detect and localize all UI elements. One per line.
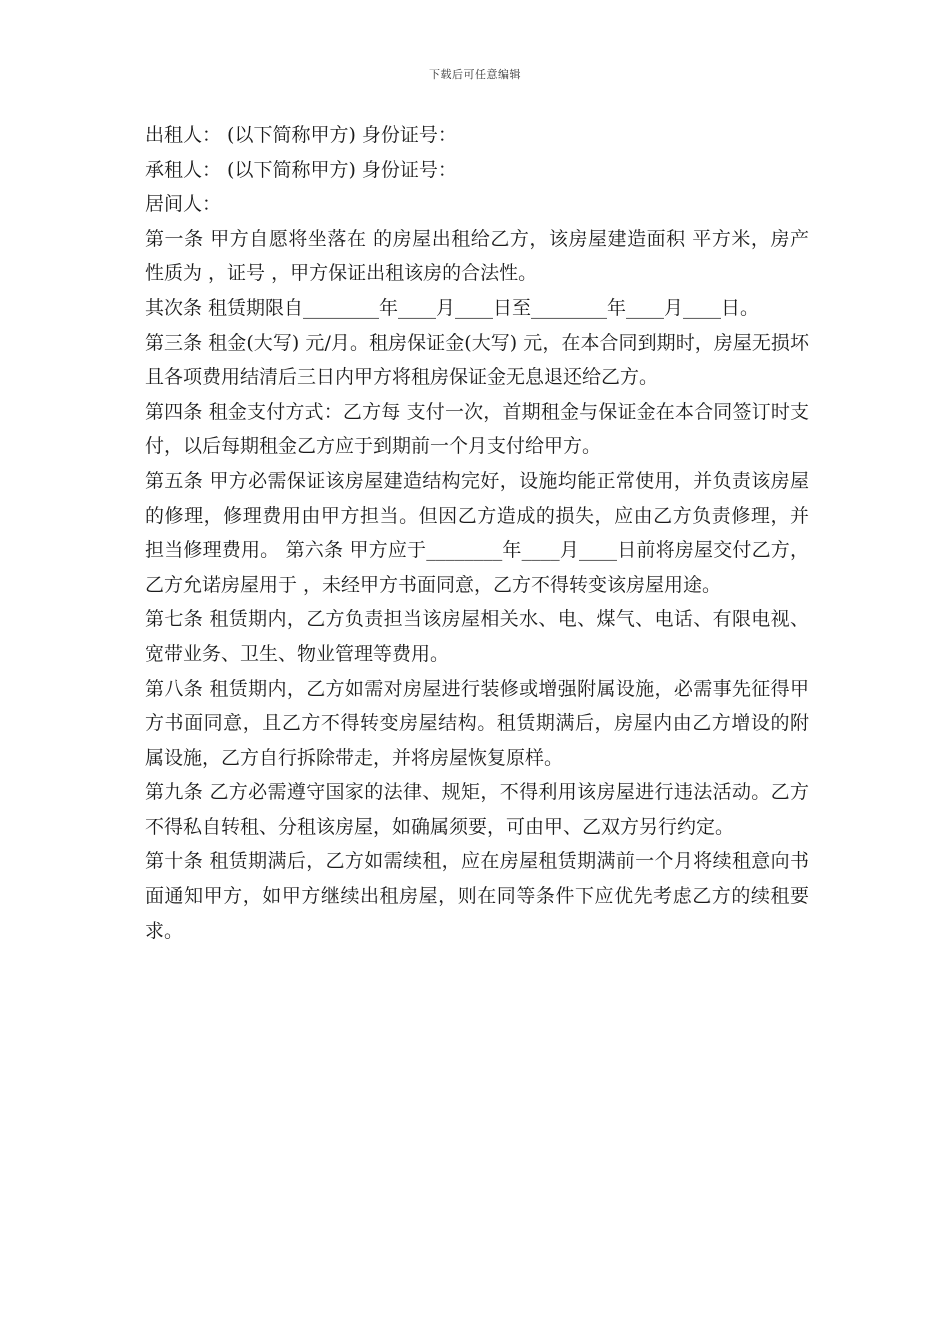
article-9: 第九条 乙方必需遵守国家的法律、规矩，不得利用该房屋进行违法活动。乙方不得私自转租、分租该房屋，如确属须要，可由甲、乙双方另行约定。	[145, 781, 809, 838]
lessee-line: 承租人： (以下简称甲方) 身份证号：	[145, 158, 457, 181]
intermediary-line: 居间人：	[145, 193, 222, 216]
article-5-6: 第五条 甲方必需保证该房屋建造结构完好，设施均能正常使用，并负责该房屋的修理，修理费用由甲方担当。但因乙方造成的损失，应由乙方负责修理，并担当修理费用。 第六条 甲方应于________年____月____日前将房屋交付乙方，乙方允诺房屋用于 ，未经甲方书面同意，乙方不得转变该房屋用途。	[145, 469, 809, 596]
article-2: 其次条 租赁期限自________年____月____日至________年____月____日。	[145, 296, 760, 319]
contract-body	[145, 118, 809, 948]
page-header-note: 下载后可任意编辑	[429, 68, 521, 81]
article-8: 第八条 租赁期内，乙方如需对房屋进行装修或增强附属设施，必需事先征得甲方书面同意，且乙方不得转变房屋结构。租赁期满后，房屋内由乙方增设的附属设施，乙方自行拆除带走，并将房屋恢复原样。	[145, 677, 809, 769]
article-7: 第七条 租赁期内，乙方负责担当该房屋相关水、电、煤气、电话、有限电视、宽带业务、卫生、物业管理等费用。	[145, 608, 809, 665]
article-1: 第一条 甲方自愿将坐落在 的房屋出租给乙方，该房屋建造面积 平方米，房产性质为 ，证号 ，甲方保证出租该房的合法性。	[145, 227, 809, 285]
article-4: 第四条 租金支付方式：乙方每 支付一次，首期租金与保证金在本合同签订时支付，以后每期租金乙方应于到期前一个月支付给甲方。	[145, 400, 809, 458]
lessor-line: 出租人： (以下简称甲方) 身份证号：	[145, 124, 457, 146]
article-3: 第三条 租金(大写) 元/月。租房保证金(大写) 元，在本合同到期时，房屋无损坏且各项费用结清后三日内甲方将租房保证金无息退还给乙方。	[145, 331, 809, 389]
article-10: 第十条 租赁期满后，乙方如需续租，应在房屋租赁期满前一个月将续租意向书面通知甲方，如甲方继续出租房屋，则在同等条件下应优先考虑乙方的续租要求。	[145, 850, 809, 942]
